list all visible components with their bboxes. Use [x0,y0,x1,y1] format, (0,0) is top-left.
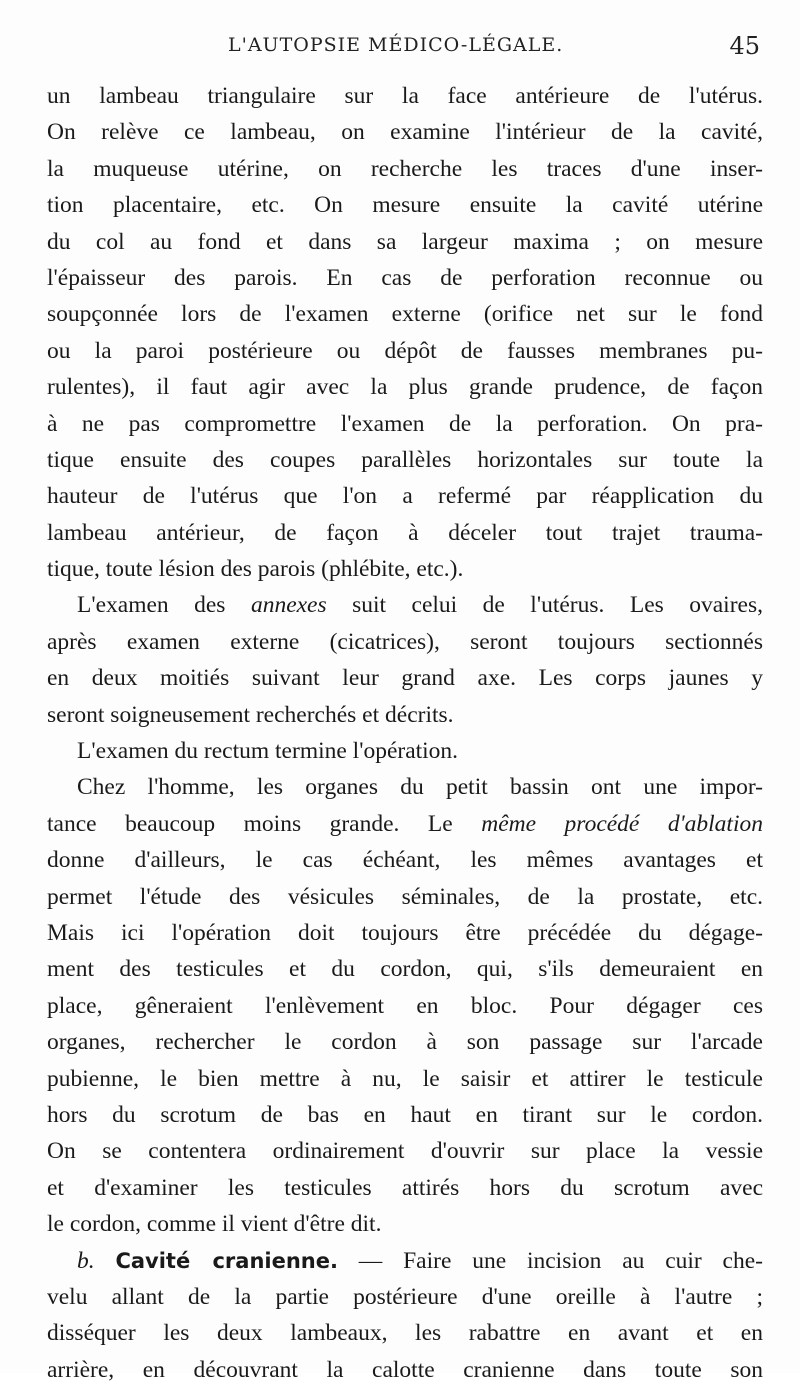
italic-phrase: même procédé d'ablation [481,810,763,837]
text-run: L'examen des [77,592,251,619]
text-line [47,587,763,623]
text-line: un lambeau triangulaire sur la face antérieure de l'utérus. [47,83,763,109]
text-line: tique ensuite des coupes parallèles horizontales sur toute la [47,446,763,473]
text-line: organes, rechercher le cordon à son passage sur l'arcade [47,1029,763,1056]
text-run: — Faire une incision au cuir che- [337,1247,763,1274]
text-line: arrière, en découvrant la calotte cranienne dans toute son [47,1356,763,1383]
running-title: L'AUTOPSIE MÉDICO-LÉGALE. [228,34,564,56]
text-line: seront soigneusement recherchés et décrits. [47,701,454,728]
text-run: suit celui de l'utérus. Les ovaires, [326,592,763,619]
body-text [47,78,763,1388]
text-line: le cordon, comme il vient d'être dit. [47,1211,382,1238]
section-letter: b. [77,1247,116,1274]
text-line: à ne pas compromettre l'examen de la perforation. On pra- [47,410,763,437]
section-heading: Cavité cranienne. [115,1248,338,1273]
text-line: Chez l'homme, les organes du petit bassin ont une impor- [77,774,763,801]
text-line: après examen externe (cicatrices), seront toujours sectionnés [47,628,763,655]
text-line: en deux moitiés suivant leur grand axe. Les corps jaunes y [47,665,763,692]
text-line: On se contentera ordinairement d'ouvrir sur place la vessie [47,1138,763,1165]
page-number: 45 [729,32,760,60]
text-line: l'épaisseur des parois. En cas de perforation reconnue ou [47,264,763,291]
text-line: velu allant de la partie postérieure d'une oreille à l'autre ; [47,1283,763,1310]
text-line: hors du scrotum de bas en haut en tirant sur le cordon. [47,1101,763,1128]
text-line: pubienne, le bien mettre à nu, le saisir et attirer le testicule [47,1065,763,1092]
text-line: donne d'ailleurs, le cas échéant, les mêmes avantages et [47,847,763,874]
text-line: ment des testicules et du cordon, qui, s'ils demeuraient en [47,956,763,983]
section-heading-line [47,1243,763,1279]
text-line: hauteur de l'utérus que l'on a refermé par réapplication du [47,483,763,510]
text-run: tance beaucoup moins grande. Le [47,810,482,837]
text-line: Mais ici l'opération doit toujours être précédée du dégage- [47,919,763,946]
text-line: du col au fond et dans sa largeur maxima ; on mesure [47,228,763,255]
text-line: et d'examiner les testicules attirés hors du scrotum avec [47,1174,763,1201]
text-line: lambeau antérieur, de façon à déceler tout trajet trauma- [47,519,763,546]
text-line [47,806,763,842]
text-line: On relève ce lambeau, on examine l'intérieur de la cavité, [47,119,763,146]
text-line: soupçonnée lors de l'examen externe (orifice net sur le fond [47,301,763,328]
text-line: tique, toute lésion des parois (phlébite, etc.). [47,556,464,583]
text-line: disséquer les deux lambeaux, les rabattre en avant et en [47,1320,763,1347]
text-line: permet l'étude des vésicules séminales, de la prostate, etc. [47,883,763,910]
text-line: rulentes), il faut agir avec la plus grande prudence, de façon [47,374,763,401]
text-line: L'examen du rectum termine l'opération. [77,738,459,765]
italic-term: annexes [250,592,327,619]
text-line: place, gêneraient l'enlèvement en bloc. Pour dégager ces [47,992,763,1019]
page-header [48,34,760,64]
text-line: la muqueuse utérine, on recherche les traces d'une inser- [47,155,763,182]
text-line: tion placentaire, etc. On mesure ensuite la cavité utérine [47,192,763,219]
text-line: ou la paroi postérieure ou dépôt de fausses membranes pu- [47,337,763,364]
